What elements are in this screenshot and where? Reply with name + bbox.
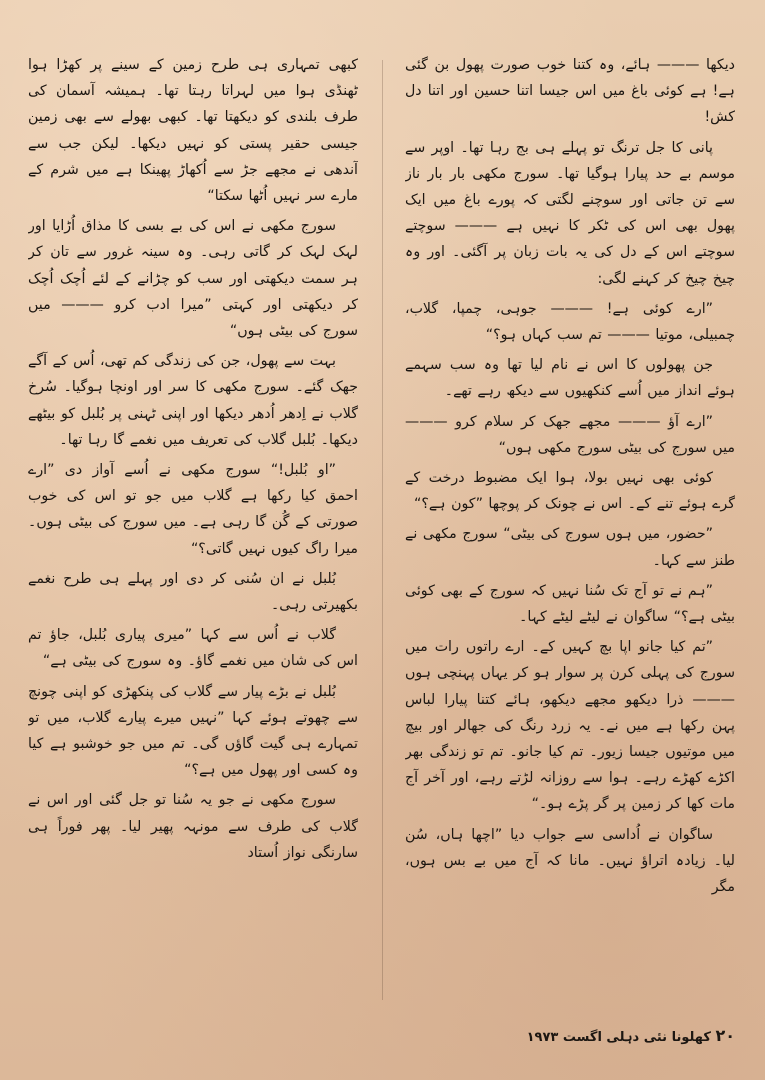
paragraph: کبھی تمہاری ہی طرح زمین کے سینے پر کھڑا ہوا ٹھنڈی ہوا میں لہراتا رہتا تھا۔ ہمیشہ آسمان کی طرف بلندی کو دیکھتا تھا۔ کبھی بھولے سے بھی زمین جیسی حقیر پستی کو نہیں دیکھا۔ لیکن جب سے آندھی نے مجھے جڑ سے اُکھاڑ پھینکا ہے میں شرم کے مارے سر نہیں اُٹھا سکتا“ — [28, 57, 358, 205]
paragraph: گلاب نے اُس سے کہا ”میری پیاری بُلبل، جاؤ تم اس کی شان میں نغمے گاؤ۔ وہ سورج کی بیٹی ہے“ — [28, 627, 358, 670]
paragraph: ”تم کیا جانو اپا بچ کہیں کے۔ ارے راتوں رات میں سورج کی پہلی کرن پر سوار ہو کر یہاں پہنچی ہوں ——— ذرا دیکھو مجھے دیکھو، ہائے کتنا پیارا لباس پہن رکھا ہے میں نے۔ یہ زرد رنگ کی جھالر اور بیچ میں موتیوں جیسا زیور۔ تم کیا جانو۔ تم تو زندگی بھر اکڑے کھڑے رہے۔ ہوا سے روزانہ لڑتے رہے، اور آخر آج مات کھا کر زمین پر گر پڑے ہو۔“ — [405, 639, 735, 813]
paragraph: پانی کا جل ترنگ تو پہلے ہی بج رہا تھا۔ اوپر سے موسم بے حد پیارا ہوگیا تھا۔ سورج مکھی بار بار ناز سے تن جاتی اور سوچنے لگتی کہ پورے باغ میں ایک پھول بھی اس کی ٹکر کا نہیں ہے ——— سوچتے سوچتے اس کے دل کی یہ بات زبان پر آگئی۔ اور وہ چیخ چیخ کر کہنے لگی: — [405, 139, 735, 287]
paragraph: بُلبل نے بڑے پیار سے گلاب کی پنکھڑی کو اپنی چونچ سے چھوتے ہوئے کہا ”نہیں میرے پیارے گلاب، میں تو تمہارے ہی گیت گاؤں گی۔ تم میں جو خوشبو ہے کیا وہ کسی اور پھول میں ہے؟“ — [28, 683, 358, 779]
paragraph: بہت سے پھول، جن کی زندگی کم تھی، اُس کے آگے جھک گئے۔ سورج مکھی کا سر اور اونچا ہوگیا۔ سُرخ گلاب نے اِدھر اُدھر دیکھا اور اپنی ٹہنی پر بُلبل کو بیٹھے دیکھا۔ بُلبل گلاب کی تعریف میں نغمے گا رہا تھا۔ — [28, 353, 358, 448]
paragraph: ”او بُلبل!“ سورج مکھی نے اُسے آواز دی ”ارے احمق کیا رکھا ہے گلاب میں جو تو اس کی خوب صورتی کے گُن گا رہی ہے۔ میں سورج کی بیٹی ہوں۔ میرا راگ کیوں نہیں گاتی؟“ — [28, 462, 358, 557]
paragraph: ”حضور، میں ہوں سورج کی بیٹی“ سورج مکھی نے طنز سے کہا۔ — [405, 526, 735, 569]
paragraph: جن پھولوں کا اس نے نام لیا تھا وہ سب سہمے ہوئے انداز میں اُسے کنکھیوں سے دیکھ رہے تھے۔ — [405, 357, 735, 400]
paragraph: ساگوان نے اُداسی سے جواب دیا ”اچھا ہاں، سُن لیا۔ زیادہ اتراؤ نہیں۔ مانا کہ آج میں بے بس ہوں، مگر — [405, 826, 735, 896]
paragraph: ”ارے کوئی ہے! ——— جوہی، چمپا، گلاب، چمبیلی، موتیا ——— تم سب کہاں ہو؟“ — [405, 300, 735, 344]
footer-publication: کھلونا نئی دہلی اگست ۱۹۷۳ — [526, 1030, 711, 1045]
paragraph: سورج مکھی نے اس کی بے بسی کا مذاق اُڑایا اور لہک لہک کر گاتی رہی۔ وہ سینہ غرور سے تان کر ہر سمت دیکھتی اور سب کو چڑانے کے لئے اُچک اُچک کر دیکھتی اور کہتی ”میرا ادب کرو ——— میں سورج کی بیٹی ہوں“ — [28, 218, 358, 340]
paragraph: دیکھا ——— ہائے، وہ کتنا خوب صورت پھول بن گئی ہے! ہے کوئی باغ میں اس جیسا اتنا حسین اور اتنا دل کش! — [405, 57, 735, 126]
paragraph: ”ارے آؤ ——— مجھے جھک کر سلام کرو ——— میں سورج کی بیٹی سورج مکھی ہوں“ — [405, 413, 735, 456]
paragraph: بُلبل نے ان سُنی کر دی اور پہلے ہی طرح نغمے بکھیرتی رہی۔ — [28, 570, 358, 614]
right-text-column — [405, 52, 735, 1007]
column-divider — [382, 60, 383, 1000]
paragraph: ”ہم نے تو آج تک سُنا نہیں کہ سورج کے بھی کوئی بیٹی ہے؟“ ساگوان نے لیٹے لیٹے کہا۔ — [405, 582, 735, 626]
paragraph: کوئی بھی نہیں بولا، ہوا ایک مضبوط درخت کے گرے ہوئے تنے کے۔ اس نے چونک کر پوچھا ”کون ہے؟“ — [405, 470, 735, 513]
paragraph: سورج مکھی نے جو یہ سُنا تو جل گئی اور اس نے گلاب کی طرف سے مونہہ پھیر لیا۔ پھر فوراً ہی سارنگی نواز اُستاد — [28, 792, 358, 861]
page-number: ۲۰ — [715, 1026, 735, 1045]
left-text-column — [28, 52, 358, 1007]
page-footer — [526, 1024, 735, 1048]
